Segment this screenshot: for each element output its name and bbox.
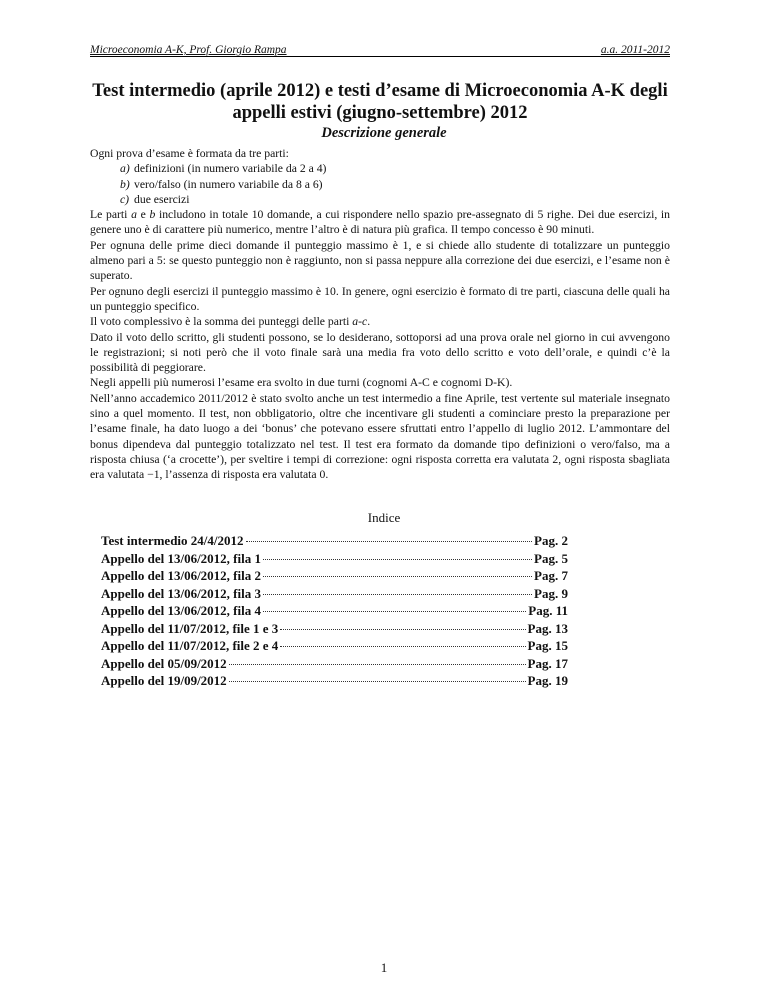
toc-row[interactable] bbox=[101, 656, 568, 674]
toc-leader bbox=[280, 629, 525, 630]
parts-list bbox=[90, 161, 670, 207]
paragraph-exercises: Per ognuno degli esercizi il punteggio massimo è 10. In genere, ogni esercizio è formato di tre parti, ciascuna delle quali ha un punteggio specifico. bbox=[90, 284, 670, 313]
list-item bbox=[90, 177, 670, 192]
paragraph-parts bbox=[90, 207, 670, 238]
toc-page: Pag. 15 bbox=[527, 638, 568, 653]
list-marker: b) bbox=[120, 177, 130, 191]
toc-leader bbox=[229, 681, 526, 682]
toc-label: Appello del 11/07/2012, file 2 e 4 bbox=[101, 638, 279, 653]
header-course: Microeconomia A-K, Prof. Giorgio Rampa bbox=[90, 44, 287, 56]
list-item bbox=[90, 161, 670, 176]
paragraph-text: . bbox=[367, 315, 371, 329]
toc-row[interactable] bbox=[101, 586, 568, 604]
paragraph-text: e bbox=[136, 208, 150, 222]
toc-page: Pag. 9 bbox=[534, 585, 568, 601]
toc-page: Pag. 5 bbox=[534, 550, 568, 566]
paragraph-scoring: Per ognuna delle prime dieci domande il punteggio massimo è 1, e si chiede allo studente di totalizzare un punteggio almeno pari a 5: se questo punteggio non è raggiunto, non si passa neppure alla correzione dei due esercizi, e l’esame non è superato. bbox=[90, 238, 670, 283]
header-year: a.a. 2011-2012 bbox=[600, 44, 670, 56]
toc-page: Pag. 7 bbox=[534, 568, 568, 583]
page-header bbox=[90, 38, 670, 57]
toc-leader bbox=[229, 664, 526, 665]
part-label: a-c bbox=[352, 315, 368, 329]
paragraph-oral: Dato il voto dello scritto, gli studenti possono, se lo desiderano, sottoporsi ad una prova orale nel giorno in cui avvengono le registrazioni; si noti però che il voto finale sarà una media fra voto dello scritto e voto dell’orale, e quindi c’è la possibilità di peggiorare. bbox=[90, 330, 670, 375]
document-title: Test intermedio (aprile 2012) e testi d’esame di Microeconomia A-K degli appelli estivi (giugno-settembre) 2012 bbox=[92, 81, 668, 123]
toc-label: Appello del 13/06/2012, fila 2 bbox=[101, 568, 261, 583]
toc-label: Appello del 13/06/2012, fila 4 bbox=[101, 603, 261, 618]
toc-row[interactable] bbox=[101, 568, 568, 586]
toc-page: Pag. 2 bbox=[534, 533, 568, 548]
toc-leader bbox=[263, 559, 532, 560]
toc-label: Appello del 13/06/2012, fila 3 bbox=[101, 585, 261, 601]
paragraph-turns: Negli appelli più numerosi l’esame era svolto in due turni (cognomi A-C e cognomi D-K). bbox=[90, 376, 513, 390]
toc-row[interactable] bbox=[101, 603, 568, 621]
toc-leader bbox=[246, 541, 533, 542]
toc-row[interactable] bbox=[101, 638, 568, 656]
toc-row[interactable] bbox=[101, 551, 568, 569]
part-label: a bbox=[131, 208, 137, 222]
paragraph-text: Il voto complessivo è la somma dei punteggi delle parti bbox=[90, 315, 353, 329]
list-marker: c) bbox=[120, 192, 130, 206]
page-number: 1 bbox=[380, 960, 388, 975]
toc-page: Pag. 19 bbox=[527, 673, 568, 688]
paragraph-test: Nell’anno accademico 2011/2012 è stato svolto anche un test intermedio a fine Aprile, test vertente sul materiale insegnato sino a quel momento. Il test, non obbligatorio, oltre che incentivare gli studenti a cominciare presto la preparazione per l’esame finale, ha dato luogo a dei ‘bonus’ che potevano essere sfruttati entro l’appello di luglio 2012. L’ammontare del bonus dipendeva dal punteggio totalizzato nel test. Il test era formato da domande tipo definizioni o vero/falso, ma a risposta chiusa (‘a crocette’), per sveltire i tempi di correzione: ogni risposta corretta era valutata 2, ogni risposta sbagliata era valutata −1, l’assenza di risposta era valutata 0. bbox=[90, 391, 670, 482]
section-subtitle: Descrizione generale bbox=[321, 125, 447, 141]
index-title: Indice bbox=[367, 510, 401, 525]
part-label: b bbox=[149, 208, 156, 222]
toc-row[interactable] bbox=[101, 673, 568, 691]
toc-page: Pag. 11 bbox=[528, 603, 568, 618]
toc-label: Appello del 13/06/2012, fila 1 bbox=[101, 550, 261, 566]
toc-leader bbox=[263, 611, 526, 612]
toc-row[interactable] bbox=[101, 621, 568, 639]
toc-label: Appello del 19/09/2012 bbox=[101, 673, 227, 688]
toc-row[interactable] bbox=[101, 533, 568, 551]
description-body bbox=[90, 146, 670, 483]
intro-text: Ogni prova d’esame è formata da tre parti: bbox=[90, 147, 289, 160]
toc-page: Pag. 13 bbox=[527, 620, 568, 636]
table-of-contents bbox=[101, 533, 568, 691]
toc-page: Pag. 17 bbox=[527, 655, 568, 671]
list-item-text: definizioni (in numero variabile da 2 a 4) bbox=[134, 162, 327, 176]
toc-leader bbox=[263, 576, 532, 577]
toc-leader bbox=[263, 594, 532, 595]
paragraph-text: Le parti bbox=[90, 208, 132, 222]
toc-label: Appello del 05/09/2012 bbox=[101, 655, 227, 671]
toc-label: Test intermedio 24/4/2012 bbox=[101, 533, 244, 548]
toc-label: Appello del 11/07/2012, file 1 e 3 bbox=[101, 620, 279, 636]
list-item-text: due esercizi bbox=[134, 192, 190, 206]
list-item bbox=[90, 192, 670, 207]
list-item-text: vero/falso (in numero variabile da 8 a 6) bbox=[134, 177, 323, 191]
paragraph-text: includono in totale 10 domande, a cui rispondere nello spazio pre-assegnato di 5 righe. Dei due esercizi, in genere uno è di carattere più numerico, mentre l’altro è di natura più grafica. Il tempo concesso è 90 minuti. bbox=[90, 208, 671, 237]
toc-leader bbox=[280, 646, 525, 647]
list-marker: a) bbox=[120, 162, 130, 176]
paragraph-total bbox=[90, 314, 670, 329]
